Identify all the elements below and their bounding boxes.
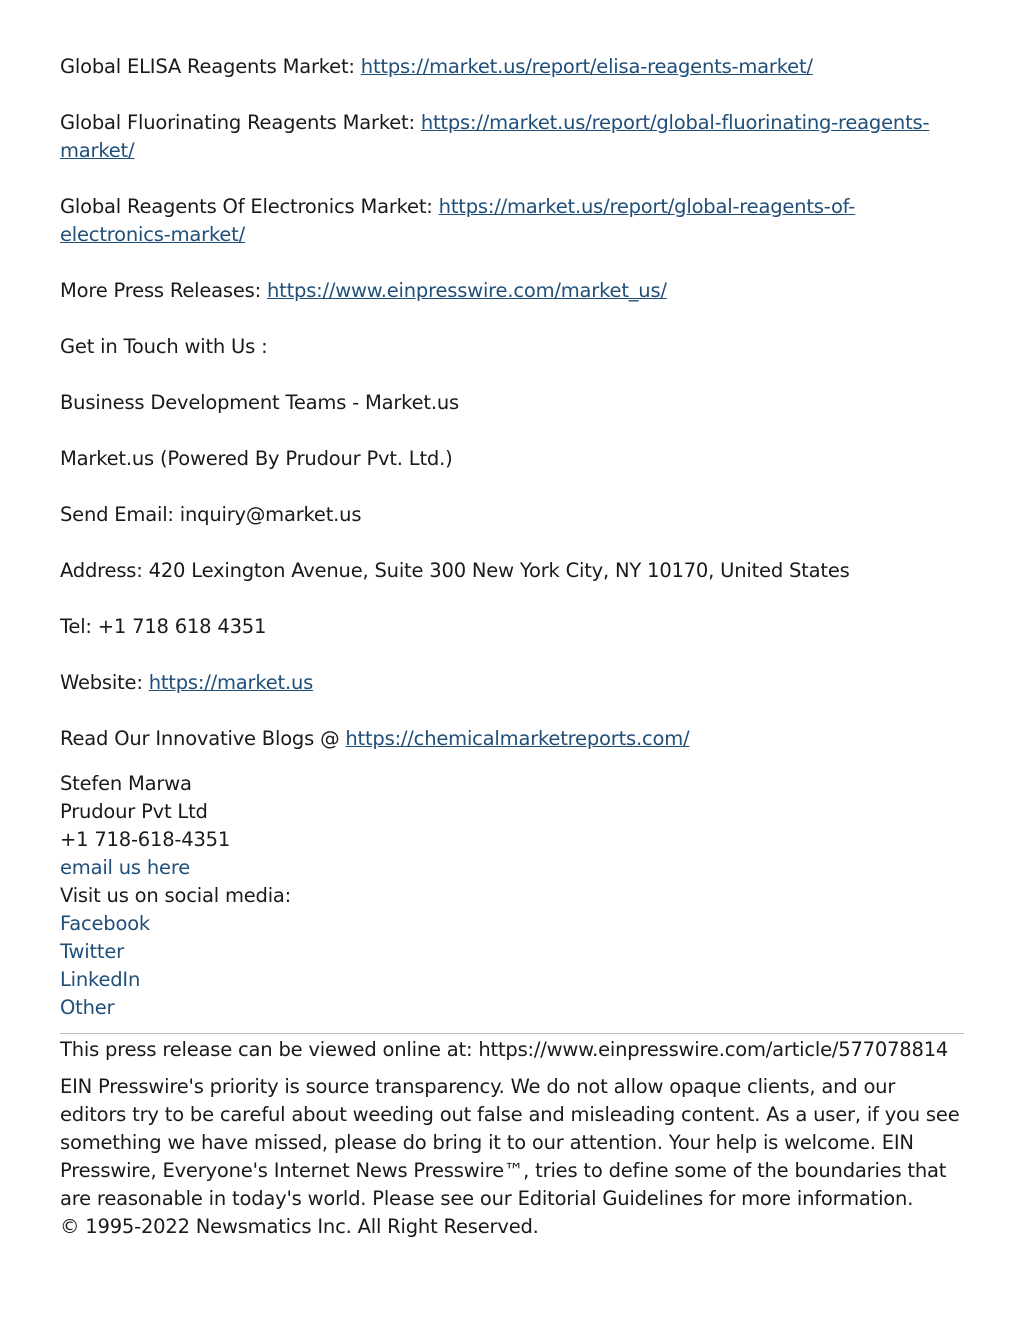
fluorinating-market-label: Global Fluorinating Reagents Market: — [60, 111, 421, 134]
website-link[interactable]: https://market.us — [148, 671, 314, 694]
more-press-releases-label: More Press Releases: — [60, 279, 267, 302]
elisa-market-link[interactable]: https://market.us/report/elisa-reagents-market/ — [360, 55, 813, 78]
address-text: Address: 420 Lexington Avenue, Suite 300 New York City, NY 10170, United States — [60, 559, 850, 582]
press-release-content — [60, 53, 964, 1241]
get-in-touch-heading: Get in Touch with Us : — [60, 335, 268, 358]
twitter-link[interactable]: Twitter — [60, 940, 124, 963]
elisa-market-label: Global ELISA Reagents Market: — [60, 55, 361, 78]
elisa-market-line — [60, 53, 964, 81]
company-text: Market.us (Powered By Prudour Pvt. Ltd.) — [60, 447, 453, 470]
electronics-market-line — [60, 193, 964, 249]
send-email-text: Send Email: inquiry@market.us — [60, 503, 362, 526]
more-press-releases-link[interactable]: https://www.einpresswire.com/market_us/ — [266, 279, 667, 302]
fluorinating-market-line — [60, 109, 964, 165]
email-us-link[interactable]: email us here — [60, 856, 191, 879]
facebook-link[interactable]: Facebook — [60, 912, 151, 935]
fluorinating-market-link[interactable]: https://market.us/report/global-fluorinating-reagents-market/ — [60, 111, 930, 162]
social-media-label: Visit us on social media: — [60, 884, 292, 907]
other-link[interactable]: Other — [60, 996, 115, 1019]
more-press-releases-line — [60, 277, 964, 305]
website-label: Website: — [60, 671, 149, 694]
copyright-text: © 1995-2022 Newsmatics Inc. All Right Reserved. — [60, 1215, 539, 1238]
website-line — [60, 669, 964, 697]
disclaimer-text: EIN Presswire's priority is source transparency. We do not allow opaque clients, and our editors try to be careful about weeding out false and misleading content. As a user, if you see something we have missed, please do bring it to our attention. Your help is welcome. EIN Presswire, Everyone's Internet News Presswire™, tries to define some of the boundaries that are reasonable in today's world. Please see our Editorial Guidelines for more information. — [60, 1075, 960, 1210]
linkedin-link[interactable]: LinkedIn — [60, 968, 141, 991]
viewed-online-text: This press release can be viewed online at: https://www.einpresswire.com/article/577078814 — [60, 1038, 949, 1061]
footer-divider — [60, 1033, 964, 1034]
blogs-link[interactable]: https://chemicalmarketreports.com/ — [345, 727, 690, 750]
contact-block — [60, 770, 964, 1022]
blogs-label: Read Our Innovative Blogs @ — [60, 727, 346, 750]
contact-name: Stefen Marwa — [60, 772, 192, 795]
business-team-text: Business Development Teams - Market.us — [60, 391, 459, 414]
electronics-market-link[interactable]: https://market.us/report/global-reagents-of-electronics-market/ — [60, 195, 856, 246]
contact-company: Prudour Pvt Ltd — [60, 800, 208, 823]
blogs-line — [60, 725, 964, 753]
tel-text: Tel: +1 718 618 4351 — [60, 615, 267, 638]
contact-phone: +1 718-618-4351 — [60, 828, 231, 851]
electronics-market-label: Global Reagents Of Electronics Market: — [60, 195, 439, 218]
